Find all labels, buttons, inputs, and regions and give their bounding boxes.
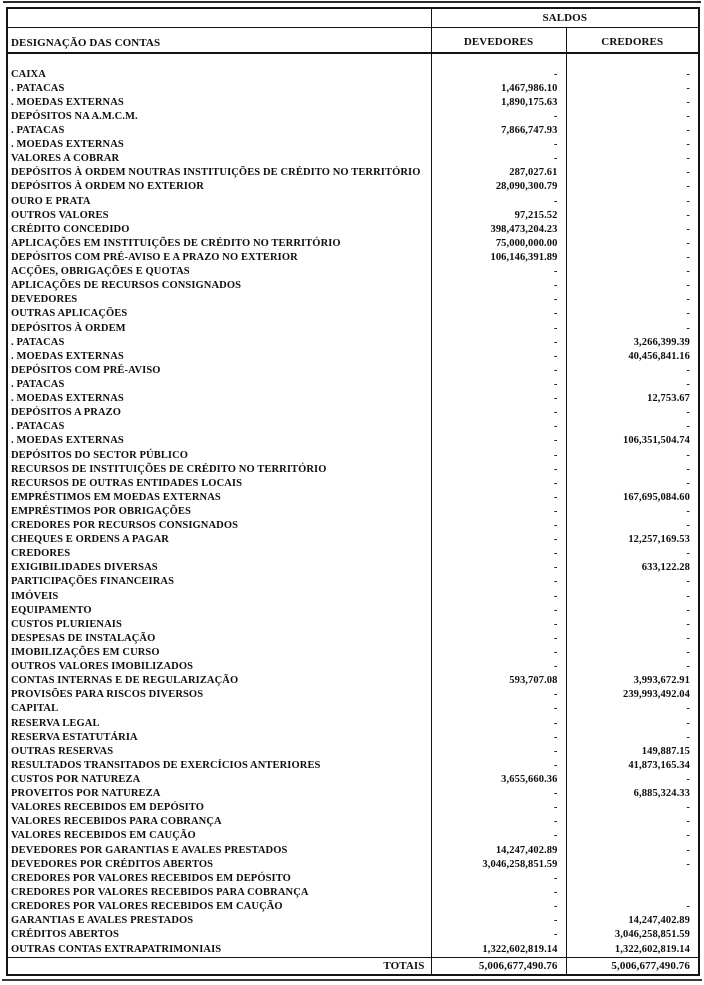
devedores-value: -: [431, 716, 566, 730]
credores-value: -: [566, 123, 699, 137]
devedores-value: -: [431, 801, 566, 815]
account-label: RESERVA ESTATUTÁRIA: [11, 731, 138, 743]
devedores-value: -: [431, 109, 566, 123]
devedores-value: 106,146,391.89: [431, 250, 566, 264]
table-row: [7, 293, 699, 307]
account-label: CREDORES: [11, 548, 71, 560]
designation-header: DESIGNAÇÃO DAS CONTAS: [7, 27, 431, 53]
table-row: [7, 67, 699, 81]
devedores-value: -: [431, 152, 566, 166]
account-label: IMOBILIZAÇÕES EM CURSO: [11, 647, 160, 659]
devedores-value: -: [431, 688, 566, 702]
account-label: CRÉDITOS ABERTOS: [11, 929, 119, 941]
table-row: [7, 265, 699, 279]
table-row: [7, 928, 699, 942]
devedores-value: -: [431, 603, 566, 617]
table-row: [7, 236, 699, 250]
credores-value: -: [566, 95, 699, 109]
devedores-value: 28,090,300.79: [431, 180, 566, 194]
account-label: DEVEDORES: [11, 294, 78, 306]
credores-value: -: [566, 631, 699, 645]
devedores-value: -: [431, 561, 566, 575]
table-row: [7, 674, 699, 688]
designation-header-spacer: [7, 8, 431, 27]
devedores-value: -: [431, 392, 566, 406]
totals-label: TOTAIS: [7, 957, 431, 975]
account-label: CAPITAL: [11, 703, 59, 715]
devedores-value: -: [431, 293, 566, 307]
devedores-value: -: [431, 194, 566, 208]
spacer-row: [7, 53, 699, 67]
account-label: . MOEDAS EXTERNAS: [11, 96, 124, 108]
credores-value: -: [566, 406, 699, 420]
account-label: RESERVA LEGAL: [11, 717, 100, 729]
credores-value: -: [566, 166, 699, 180]
devedores-value: -: [431, 871, 566, 885]
credores-value: -: [566, 180, 699, 194]
devedores-value: -: [431, 377, 566, 391]
table-row: [7, 462, 699, 476]
account-label: VALORES A COBRAR: [11, 153, 120, 165]
account-label: APLICAÇÕES EM INSTITUIÇÕES DE CRÉDITO NO TERRITÓRIO: [11, 237, 341, 249]
table-row: [7, 490, 699, 504]
credores-value: 1,322,602,819.14: [566, 942, 699, 957]
table-row: [7, 631, 699, 645]
scan-edge-rule-bottom: [2, 979, 702, 981]
devedores-value: -: [431, 476, 566, 490]
credores-value: -: [566, 109, 699, 123]
table-row: [7, 603, 699, 617]
credores-value: 106,351,504.74: [566, 434, 699, 448]
devedores-value: -: [431, 448, 566, 462]
account-label: RECURSOS DE INSTITUIÇÕES DE CRÉDITO NO TERRITÓRIO: [11, 463, 327, 475]
account-label: CHEQUES E ORDENS A PAGAR: [11, 534, 169, 546]
account-label: OUTROS VALORES: [11, 209, 109, 221]
table-row: [7, 406, 699, 420]
account-label: . PATACAS: [11, 124, 65, 136]
table-row: [7, 942, 699, 957]
credores-value: -: [566, 772, 699, 786]
credores-value: -: [566, 730, 699, 744]
devedores-value: -: [431, 589, 566, 603]
credores-value: -: [566, 519, 699, 533]
table-row: [7, 801, 699, 815]
table-row: [7, 250, 699, 264]
account-label: DEPÓSITOS COM PRÉ-AVISO: [11, 364, 161, 376]
credores-value: 3,993,672.91: [566, 674, 699, 688]
table-row: [7, 363, 699, 377]
credores-value: -: [566, 152, 699, 166]
devedores-value: -: [431, 307, 566, 321]
account-label: CONTAS INTERNAS E DE REGULARIZAÇÃO: [11, 675, 239, 687]
table-row: [7, 617, 699, 631]
credores-value: -: [566, 899, 699, 913]
credores-value: -: [566, 208, 699, 222]
saldos-header-row: [7, 8, 699, 27]
table-row: [7, 349, 699, 363]
devedores-value: -: [431, 349, 566, 363]
credores-value: 239,993,492.04: [566, 688, 699, 702]
table-row: [7, 392, 699, 406]
table-row: [7, 208, 699, 222]
credores-value: 3,046,258,851.59: [566, 928, 699, 942]
devedores-value: -: [431, 885, 566, 899]
table-row: [7, 180, 699, 194]
credores-value: 6,885,324.33: [566, 787, 699, 801]
column-headers-row: [7, 27, 699, 53]
credores-header: CREDORES: [566, 27, 699, 53]
account-label: . PATACAS: [11, 82, 65, 94]
account-label: PROVISÕES PARA RISCOS DIVERSOS: [11, 689, 204, 701]
credores-value: 3,266,399.39: [566, 335, 699, 349]
devedores-value: -: [431, 547, 566, 561]
credores-value: 12,753.67: [566, 392, 699, 406]
table-row: [7, 660, 699, 674]
account-label: EQUIPAMENTO: [11, 604, 92, 616]
devedores-value: -: [431, 928, 566, 942]
devedores-value: -: [431, 138, 566, 152]
devedores-value: -: [431, 420, 566, 434]
devedores-value: 1,322,602,819.14: [431, 942, 566, 957]
credores-value: -: [566, 829, 699, 843]
credores-value: -: [566, 660, 699, 674]
credores-value: -: [566, 547, 699, 561]
account-label: OUTRAS RESERVAS: [11, 745, 114, 757]
table-row: [7, 123, 699, 137]
table-row: [7, 307, 699, 321]
credores-value: 12,257,169.53: [566, 533, 699, 547]
account-label: CAIXA: [11, 68, 46, 80]
saldos-header: SALDOS: [431, 8, 699, 27]
credores-value: -: [566, 575, 699, 589]
totals-devedores-value: 5,006,677,490.76: [431, 957, 566, 975]
table-row: [7, 504, 699, 518]
credores-value: -: [566, 645, 699, 659]
table-row: [7, 321, 699, 335]
devedores-value: -: [431, 504, 566, 518]
account-label: . MOEDAS EXTERNAS: [11, 393, 124, 405]
devedores-value: -: [431, 533, 566, 547]
account-label: IMÓVEIS: [11, 590, 59, 602]
account-label: DEVEDORES POR CRÉDITOS ABERTOS: [11, 858, 214, 870]
devedores-value: 3,655,660.36: [431, 772, 566, 786]
table-row: [7, 533, 699, 547]
account-label: CREDORES POR VALORES RECEBIDOS PARA COBRANÇA: [11, 886, 309, 898]
table-row: [7, 95, 699, 109]
devedores-value: -: [431, 265, 566, 279]
devedores-value: -: [431, 575, 566, 589]
account-label: CREDORES POR VALORES RECEBIDOS EM DEPÓSITO: [11, 872, 291, 884]
table-row: [7, 222, 699, 236]
devedores-value: -: [431, 815, 566, 829]
table-row: [7, 138, 699, 152]
scan-edge-rule-top: [3, 1, 701, 3]
account-label: OUTROS VALORES IMOBILIZADOS: [11, 661, 194, 673]
account-label: GARANTIAS E AVALES PRESTADOS: [11, 915, 194, 927]
devedores-value: -: [431, 462, 566, 476]
table-row: [7, 914, 699, 928]
credores-value: -: [566, 857, 699, 871]
credores-value: -: [566, 363, 699, 377]
credores-value: -: [566, 377, 699, 391]
rows-body: [7, 53, 699, 957]
table-row: [7, 730, 699, 744]
credores-value: -: [566, 81, 699, 95]
table-row: [7, 857, 699, 871]
account-label: . MOEDAS EXTERNAS: [11, 139, 124, 151]
table-row: [7, 871, 699, 885]
table-row: [7, 772, 699, 786]
devedores-value: 7,866,747.93: [431, 123, 566, 137]
table-row: [7, 279, 699, 293]
credores-value: 167,695,084.60: [566, 490, 699, 504]
table-row: [7, 561, 699, 575]
table-row: [7, 166, 699, 180]
account-label: . PATACAS: [11, 378, 65, 390]
account-label: CREDORES POR RECURSOS CONSIGNADOS: [11, 520, 239, 532]
credores-value: -: [566, 815, 699, 829]
account-label: CUSTOS POR NATUREZA: [11, 774, 141, 786]
devedores-value: -: [431, 758, 566, 772]
devedores-header: DEVEDORES: [431, 27, 566, 53]
credores-value: -: [566, 448, 699, 462]
devedores-value: -: [431, 519, 566, 533]
credores-value: -: [566, 420, 699, 434]
table-row: [7, 81, 699, 95]
account-label: EMPRÉSTIMOS EM MOEDAS EXTERNAS: [11, 491, 221, 503]
credores-value: -: [566, 265, 699, 279]
devedores-value: -: [431, 829, 566, 843]
credores-value: -: [566, 504, 699, 518]
account-label: CRÉDITO CONCEDIDO: [11, 223, 130, 235]
devedores-value: -: [431, 279, 566, 293]
devedores-value: -: [431, 434, 566, 448]
account-label: . MOEDAS EXTERNAS: [11, 435, 124, 447]
account-label: ACÇÕES, OBRIGAÇÕES E QUOTAS: [11, 266, 190, 278]
devedores-value: -: [431, 335, 566, 349]
devedores-value: 1,467,986.10: [431, 81, 566, 95]
account-label: VALORES RECEBIDOS EM DEPÓSITO: [11, 802, 205, 814]
credores-value: -: [566, 716, 699, 730]
credores-value: -: [566, 801, 699, 815]
table-row: [7, 420, 699, 434]
account-label: EMPRÉSTIMOS POR OBRIGAÇÕES: [11, 505, 191, 517]
account-label: DEPÓSITOS A PRAZO: [11, 407, 122, 419]
account-label: RESULTADOS TRANSITADOS DE EXERCÍCIOS ANTERIORES: [11, 759, 321, 771]
credores-value: -: [566, 293, 699, 307]
account-label: VALORES RECEBIDOS EM CAUÇÃO: [11, 830, 196, 842]
account-label: DEPÓSITOS NA A.M.C.M.: [11, 110, 138, 122]
table-row: [7, 829, 699, 843]
devedores-value: 3,046,258,851.59: [431, 857, 566, 871]
table-row: [7, 448, 699, 462]
table-header: [7, 8, 699, 53]
credores-value: -: [566, 194, 699, 208]
credores-value: -: [566, 462, 699, 476]
account-label: PROVEITOS POR NATUREZA: [11, 788, 161, 800]
account-label: PARTICIPAÇÕES FINANCEIRAS: [11, 576, 175, 588]
devedores-value: -: [431, 730, 566, 744]
devedores-value: -: [431, 660, 566, 674]
credores-value: -: [566, 222, 699, 236]
balance-table: [6, 7, 700, 976]
devedores-value: -: [431, 914, 566, 928]
table-row: [7, 885, 699, 899]
table-row: [7, 758, 699, 772]
table-row: [7, 575, 699, 589]
credores-value: -: [566, 307, 699, 321]
account-label: . PATACAS: [11, 336, 65, 348]
devedores-value: -: [431, 490, 566, 504]
credores-value: 40,456,841.16: [566, 349, 699, 363]
devedores-value: -: [431, 787, 566, 801]
account-label: DEPÓSITOS À ORDEM: [11, 322, 126, 334]
credores-value: [566, 885, 699, 899]
account-label: DEPÓSITOS À ORDEM NO EXTERIOR: [11, 181, 204, 193]
table-row: [7, 152, 699, 166]
credores-value: -: [566, 67, 699, 81]
credores-value: -: [566, 702, 699, 716]
totals-credores-value: 5,006,677,490.76: [566, 957, 699, 975]
credores-value: 41,873,165.34: [566, 758, 699, 772]
account-label: OUTRAS CONTAS EXTRAPATRIMONIAIS: [11, 943, 222, 955]
credores-value: [566, 871, 699, 885]
table-row: [7, 899, 699, 913]
table-row: [7, 787, 699, 801]
totals-row: [7, 957, 699, 975]
table-row: [7, 843, 699, 857]
table-row: [7, 744, 699, 758]
devedores-value: 1,890,175.63: [431, 95, 566, 109]
devedores-value: -: [431, 744, 566, 758]
table-row: [7, 815, 699, 829]
account-label: VALORES RECEBIDOS PARA COBRANÇA: [11, 816, 222, 828]
devedores-value: 593,707.08: [431, 674, 566, 688]
devedores-value: -: [431, 645, 566, 659]
table-row: [7, 335, 699, 349]
devedores-value: -: [431, 363, 566, 377]
credores-value: -: [566, 250, 699, 264]
account-label: DESPESAS DE INSTALAÇÃO: [11, 632, 156, 644]
account-label: CUSTOS PLURIENAIS: [11, 618, 122, 630]
table-row: [7, 645, 699, 659]
table-row: [7, 476, 699, 490]
devedores-value: 398,473,204.23: [431, 222, 566, 236]
table-row: [7, 716, 699, 730]
account-label: DEPÓSITOS DO SECTOR PÚBLICO: [11, 449, 189, 461]
table-row: [7, 589, 699, 603]
account-label: . PATACAS: [11, 421, 65, 433]
account-label: EXIGIBILIDADES DIVERSAS: [11, 562, 158, 574]
devedores-value: 287,027.61: [431, 166, 566, 180]
credores-value: 14,247,402.89: [566, 914, 699, 928]
spacer-cell: [431, 53, 566, 67]
devedores-value: -: [431, 406, 566, 420]
spacer-cell: [566, 53, 699, 67]
table-row: [7, 434, 699, 448]
table-row: [7, 377, 699, 391]
account-label: OURO E PRATA: [11, 195, 91, 207]
credores-value: -: [566, 589, 699, 603]
account-label: OUTRAS APLICAÇÕES: [11, 308, 128, 320]
credores-value: -: [566, 617, 699, 631]
table-row: [7, 194, 699, 208]
devedores-value: 14,247,402.89: [431, 843, 566, 857]
account-label: APLICAÇÕES DE RECURSOS CONSIGNADOS: [11, 280, 242, 292]
devedores-value: -: [431, 702, 566, 716]
credores-value: -: [566, 603, 699, 617]
table-row: [7, 519, 699, 533]
devedores-value: 75,000,000.00: [431, 236, 566, 250]
credores-value: -: [566, 279, 699, 293]
account-label: CREDORES POR VALORES RECEBIDOS EM CAUÇÃO: [11, 901, 283, 912]
table-row: [7, 702, 699, 716]
credores-value: -: [566, 843, 699, 857]
account-label: DEPÓSITOS À ORDEM NOUTRAS INSTITUIÇÕES DE CRÉDITO NO TERRITÓRIO: [11, 167, 421, 179]
table-row: [7, 688, 699, 702]
devedores-value: 97,215.52: [431, 208, 566, 222]
table-row: [7, 547, 699, 561]
credores-value: 633,122.28: [566, 561, 699, 575]
credores-value: -: [566, 138, 699, 152]
account-label: DEVEDORES POR GARANTIAS E AVALES PRESTADOS: [11, 844, 288, 856]
spacer-cell: [7, 53, 431, 67]
credores-value: -: [566, 321, 699, 335]
devedores-value: -: [431, 617, 566, 631]
credores-value: -: [566, 476, 699, 490]
devedores-value: -: [431, 67, 566, 81]
credores-value: 149,887.15: [566, 744, 699, 758]
devedores-value: -: [431, 899, 566, 913]
devedores-value: -: [431, 631, 566, 645]
account-label: DEPÓSITOS COM PRÉ-AVISO E A PRAZO NO EXTERIOR: [11, 251, 298, 263]
account-label: RECURSOS DE OUTRAS ENTIDADES LOCAIS: [11, 477, 243, 489]
credores-value: -: [566, 236, 699, 250]
devedores-value: -: [431, 321, 566, 335]
account-label: . MOEDAS EXTERNAS: [11, 350, 124, 362]
table-row: [7, 109, 699, 123]
